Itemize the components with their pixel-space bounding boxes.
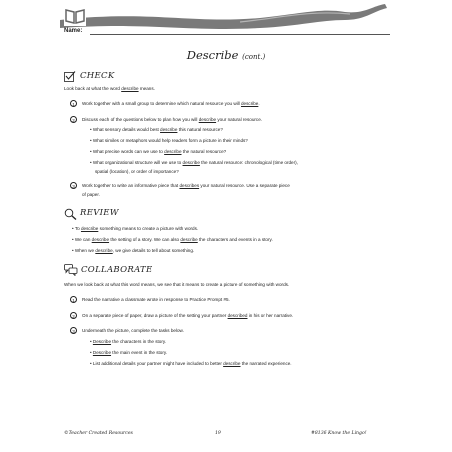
review-bullet-1: • To describe something means to create a picture with words. — [72, 226, 199, 231]
collaborate-heading: COLLABORATE — [81, 265, 153, 275]
check-question-4: • What organizational structure will we use to describe the natural resource: chronological (time order), — [90, 160, 298, 165]
collaborate-step-1: Read the narrative a classmate wrote in response to Practice Prompt #5. — [82, 296, 230, 302]
check-step-3: Work together to write an informative piece that describes your natural resource. Use a separate piece — [82, 182, 290, 188]
collaborate-intro: When we look back at what this word means, we see that it means to create a picture of something with words. — [64, 282, 290, 287]
name-label: Name: — [64, 28, 83, 34]
open-book-icon — [64, 6, 86, 26]
collaborate-step-3: Underneath the picture, complete the tasks below. — [82, 327, 184, 333]
check-step-2-number: 2 — [70, 116, 77, 123]
footer-book-title: #8136 Know the Lingo! — [311, 431, 367, 436]
collaborate-task-2: • Describe the main event in the story. — [90, 350, 168, 355]
review-heading: REVIEW — [80, 208, 119, 218]
magnifier-icon — [64, 208, 77, 220]
footer-page-number: 19 — [215, 431, 221, 436]
collaborate-task-3: • List additional details your partner might have included to better describe the narrated experience. — [90, 361, 292, 366]
footer-publisher: ©Teacher Created Resources — [64, 431, 133, 436]
collaborate-task-1: • Describe the characters in the story. — [90, 339, 167, 344]
check-question-3: • What precise words can we use to describe the natural resource? — [90, 149, 227, 154]
check-intro: Look back at what the word describe means. — [64, 86, 155, 91]
name-line — [90, 34, 390, 35]
collaborate-step-3-number: 3 — [70, 327, 77, 334]
review-bullet-2: • We can describe the setting of a story. We can also describe the characters and events in a story. — [72, 237, 273, 242]
check-question-4-line-2: spatial (location), or order of importance? — [95, 169, 179, 174]
check-question-2: • What similes or metaphors would help readers form a picture in their minds? — [90, 138, 248, 143]
check-step-3-number: 3 — [70, 182, 77, 189]
collaborate-step-1-number: 1 — [70, 296, 77, 303]
review-bullet-3: • When we describe, we give details to tell about something. — [72, 248, 195, 253]
check-step-1-number: 1 — [70, 100, 77, 107]
check-heading: CHECK — [80, 71, 115, 81]
check-step-3-line-2: of paper. — [82, 192, 100, 197]
check-step-2: Discuss each of the questions below to plan how you will describe your natural resource. — [82, 116, 263, 122]
collaborate-step-2: On a separate piece of paper, draw a picture of the setting your partner described in his or her narrative. — [82, 312, 294, 318]
check-question-1: • What sensory details would best describe this natural resource? — [90, 127, 223, 132]
checkbox-icon — [64, 71, 76, 82]
page-title: Describe (cont.) — [186, 48, 266, 62]
check-step-1: Work together with a small group to determine which natural resource you will describe. — [82, 100, 260, 106]
speech-bubbles-icon — [64, 264, 78, 276]
collaborate-step-2-number: 2 — [70, 312, 77, 319]
